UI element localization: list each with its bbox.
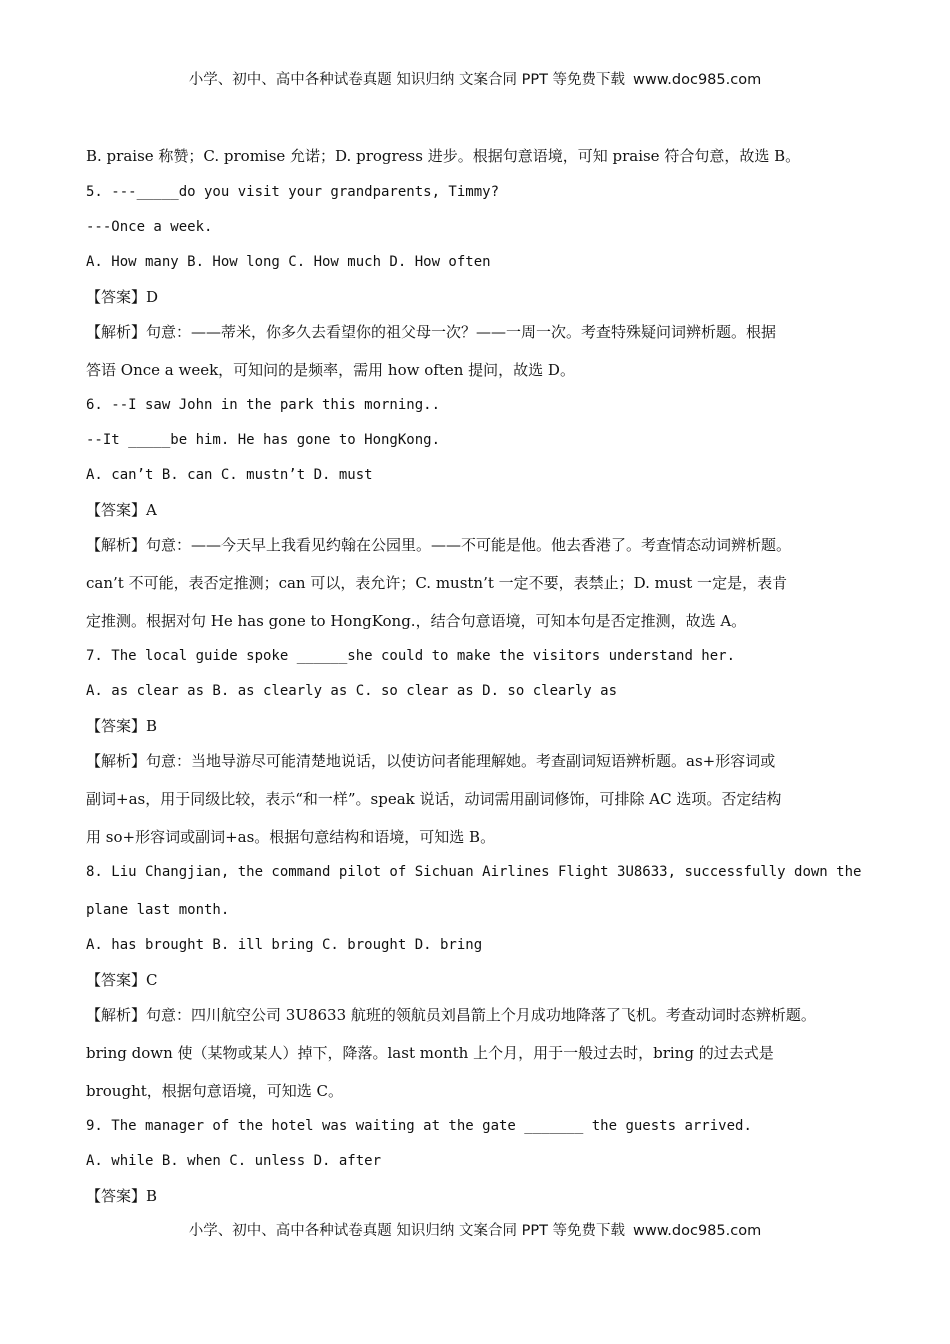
q6-reply: --It _____be him. He has gone to HongKong. (86, 432, 441, 448)
q5-stem: 5. ---_____do you visit your grandparents, Timmy? (86, 184, 500, 200)
answer-label: 【答案】 (86, 288, 147, 306)
q7-analysis-3: 用 so+形容词或副词+as。根据句意结构和语境，可知选 B。 (86, 828, 496, 846)
answer-label: 【答案】 (86, 971, 147, 989)
analysis-label: 【解析】 (86, 323, 147, 341)
footer-text: 小学、初中、高中各种试卷真题 知识归纳 文案合同 PPT 等免费下载 (188, 1223, 626, 1239)
q6-analysis-3: 定推测。根据对句 He has gone to HongKong.，结合句意语境，可知本句是否定推测，故选 A。 (86, 612, 747, 630)
answer-label: 【答案】 (86, 501, 147, 519)
q9-answer-row (86, 1186, 157, 1207)
answer-label: 【答案】 (86, 1187, 147, 1205)
q7-answer-row (86, 716, 157, 737)
q8-analysis-2: bring down 使（某物或某人）掉下，降落。last month 上个月，用于一般过去时，bring 的过去式是 (86, 1044, 774, 1062)
q6-analysis-2: can’t 不可能，表否定推测；can 可以，表允许；C. mustn’t 一定不要，表禁止；D. must 一定是，表肯 (86, 574, 788, 592)
q7-analysis-1: 句意：当地导游尽可能清楚地说话，以使访问者能理解她。考查副词短语辨析题。as+形容词或 (146, 752, 776, 770)
q9-answer: B (146, 1187, 158, 1205)
q9-stem: 9. The manager of the hotel was waiting at the gate _______ the guests arrived. (86, 1118, 752, 1134)
q6-answer: A (146, 501, 157, 519)
q5-answer-row (86, 287, 158, 308)
q7-stem: 7. The local guide spoke ______she could to make the visitors understand her. (86, 648, 736, 664)
q8-analysis-3: brought，根据句意语境，可知选 C。 (86, 1082, 344, 1100)
q6-stem: 6. --I saw John in the park this morning.. (86, 397, 441, 413)
q4-explanation-tail: B. praise 称赞；C. promise 允诺；D. progress 进步。根据句意语境，可知 praise 符合句意，故选 B。 (86, 147, 801, 165)
q8-analysis-row-1 (86, 1005, 816, 1025)
header-site-link[interactable]: www.doc985.com (633, 72, 762, 88)
answer-label: 【答案】 (86, 717, 147, 735)
q6-analysis-row-1 (86, 535, 791, 555)
q6-options: A. can’t B. can C. mustn’t D. must (86, 467, 373, 483)
footer-site-link[interactable]: www.doc985.com (633, 1223, 762, 1239)
q8-stem-1: 8. Liu Changjian, the command pilot of Sichuan Airlines Flight 3U8633, successfully down the (86, 864, 862, 880)
q5-options: A. How many B. How long C. How much D. How often (86, 254, 491, 270)
q8-stem-2: plane last month. (86, 902, 230, 918)
q5-analysis-row-1 (86, 322, 776, 342)
q5-reply: ---Once a week. (86, 219, 213, 235)
q8-answer-row (86, 970, 158, 991)
q7-options: A. as clear as B. as clearly as C. so clear as D. so clearly as (86, 683, 618, 699)
q7-analysis-row-1 (86, 751, 775, 771)
page-header (0, 68, 950, 89)
q6-analysis-1: 句意：——今天早上我看见约翰在公园里。——不可能是他。他去香港了。考查情态动词辨析题。 (146, 536, 792, 554)
header-text: 小学、初中、高中各种试卷真题 知识归纳 文案合同 PPT 等免费下载 (188, 72, 626, 88)
q5-answer: D (146, 288, 159, 306)
q9-options: A. while B. when C. unless D. after (86, 1153, 382, 1169)
q7-answer: B (146, 717, 158, 735)
q5-analysis-2: 答语 Once a week，可知问的是频率，需用 how often 提问，故选 D。 (86, 361, 575, 379)
q8-options: A. has brought B. ill bring C. brought D. bring (86, 937, 483, 953)
page-footer (0, 1219, 950, 1240)
q6-answer-row (86, 500, 157, 521)
q5-analysis-1: 句意：——蒂米，你多久去看望你的祖父母一次？——一周一次。考查特殊疑问词辨析题。根据 (146, 323, 777, 341)
analysis-label: 【解析】 (86, 536, 147, 554)
analysis-label: 【解析】 (86, 752, 147, 770)
q7-analysis-2: 副词+as，用于同级比较，表示“和一样”。speak 说话，动词需用副词修饰，可排除 AC 选项。否定结构 (86, 790, 782, 808)
q8-answer: C (146, 971, 158, 989)
analysis-label: 【解析】 (86, 1006, 147, 1024)
q8-analysis-1: 句意：四川航空公司 3U8633 航班的领航员刘昌箭上个月成功地降落了飞机。考查动词时态辨析题。 (146, 1006, 816, 1024)
